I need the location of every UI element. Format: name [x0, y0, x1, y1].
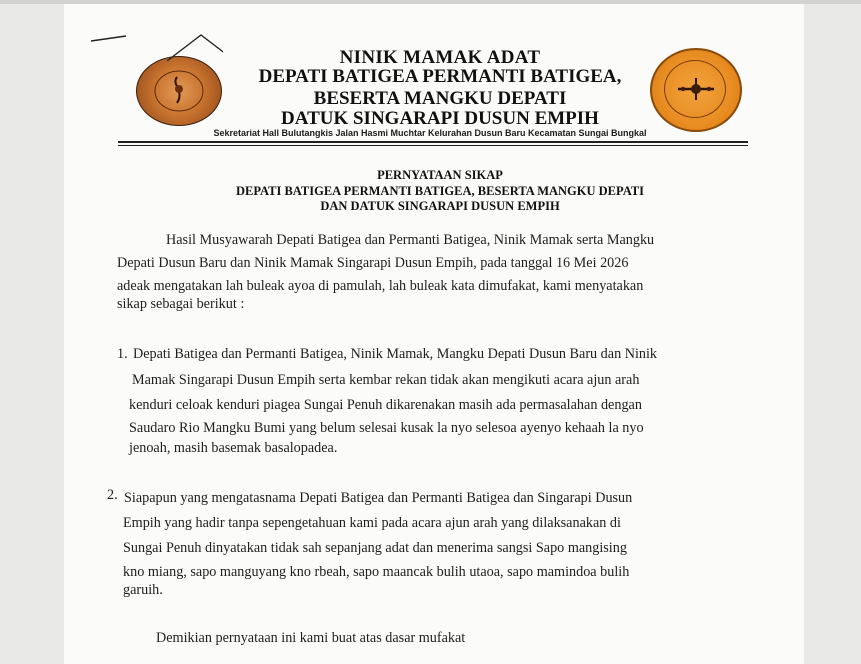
header-line-3: BESERTA MANGKU DEPATI [313, 88, 567, 109]
point-1-line-2: Mamak Singarapi Dusun Empih serta kembar rekan tidak akan mengikuti acara ajun arah [132, 372, 640, 388]
point-2-line-2: Empih yang hadir tanpa sepengetahuan kami pada acara ajun arah yang dilaksanakan di [123, 515, 621, 531]
secretariat-address: Sekretariat Hall Bulutangkis Jalan Hasmi Muchtar Kelurahan Dusun Baru Kecamatan Sungai Bungkal [213, 128, 647, 138]
header-line-1: NINIK MAMAK ADAT [339, 47, 541, 68]
point-1-line-1: Depati Batigea dan Permanti Batigea, Ninik Mamak, Mangku Depati Dusun Baru dan Ninik [133, 346, 658, 362]
document-title: PERNYATAAN SIKAP [377, 168, 503, 182]
point-2-number: 2. [107, 487, 118, 503]
point-2-line-1: Siapapun yang mengatasnama Depati Batigea dan Permanti Batigea dan Singarapi Dusun [124, 490, 633, 506]
point-1-line-3: kenduri celoak kenduri piagea Sungai Penuh dikarenakan masih ada permasalahan dengan [129, 397, 642, 413]
pen-mark [90, 34, 128, 42]
intro-line-3: adeak mengatakan lah buleak ayoa di pamulah, lah buleak kata dimufakat, kami menyatakan [117, 278, 644, 294]
point-2-line-5: garuih. [123, 582, 163, 598]
point-1-line-4: Saudaro Rio Mangku Bumi yang belum selesai kusak la nyo selesoa ayenyo kehaah la nyo [129, 420, 644, 436]
closing-line: Demikian pernyataan ini kami buat atas dasar mufakat [156, 630, 466, 646]
document-subtitle-1: DEPATI BATIGEA PERMANTI BATIGEA, BESERTA MANGKU DEPATI [235, 184, 645, 198]
intro-line-1: Hasil Musyawarah Depati Batigea dan Permanti Batigea, Ninik Mamak serta Mangku [166, 232, 655, 248]
intro-line-4: sikap sebagai berikut : [117, 296, 245, 312]
header-line-2: DEPATI BATIGEA PERMANTI BATIGEA, [258, 66, 622, 87]
point-2-line-3: Sungai Penuh dinyatakan tidak sah sepanjang adat dan menerima sangsi Sapo mangising [123, 540, 627, 556]
header-line-4: DATUK SINGARAPI DUSUN EMPIH [281, 108, 599, 129]
header-rule-thin [118, 145, 748, 146]
point-1-line-5: jenoah, masih basemak basalopadea. [129, 440, 338, 456]
header-rule-thick [118, 141, 748, 143]
point-1-number: 1. [117, 346, 128, 362]
point-2-line-4: kno miang, sapo manguyang kno rbeah, sapo maancak bulih utaoa, sapo mamindoa bulih [123, 564, 630, 580]
document-subtitle-2: DAN DATUK SINGARAPI DUSUN EMPIH [320, 199, 560, 213]
intro-line-2: Depati Dusun Baru dan Ninik Mamak Singarapi Dusun Empih, pada tanggal 16 Mei 2026 [117, 255, 629, 271]
